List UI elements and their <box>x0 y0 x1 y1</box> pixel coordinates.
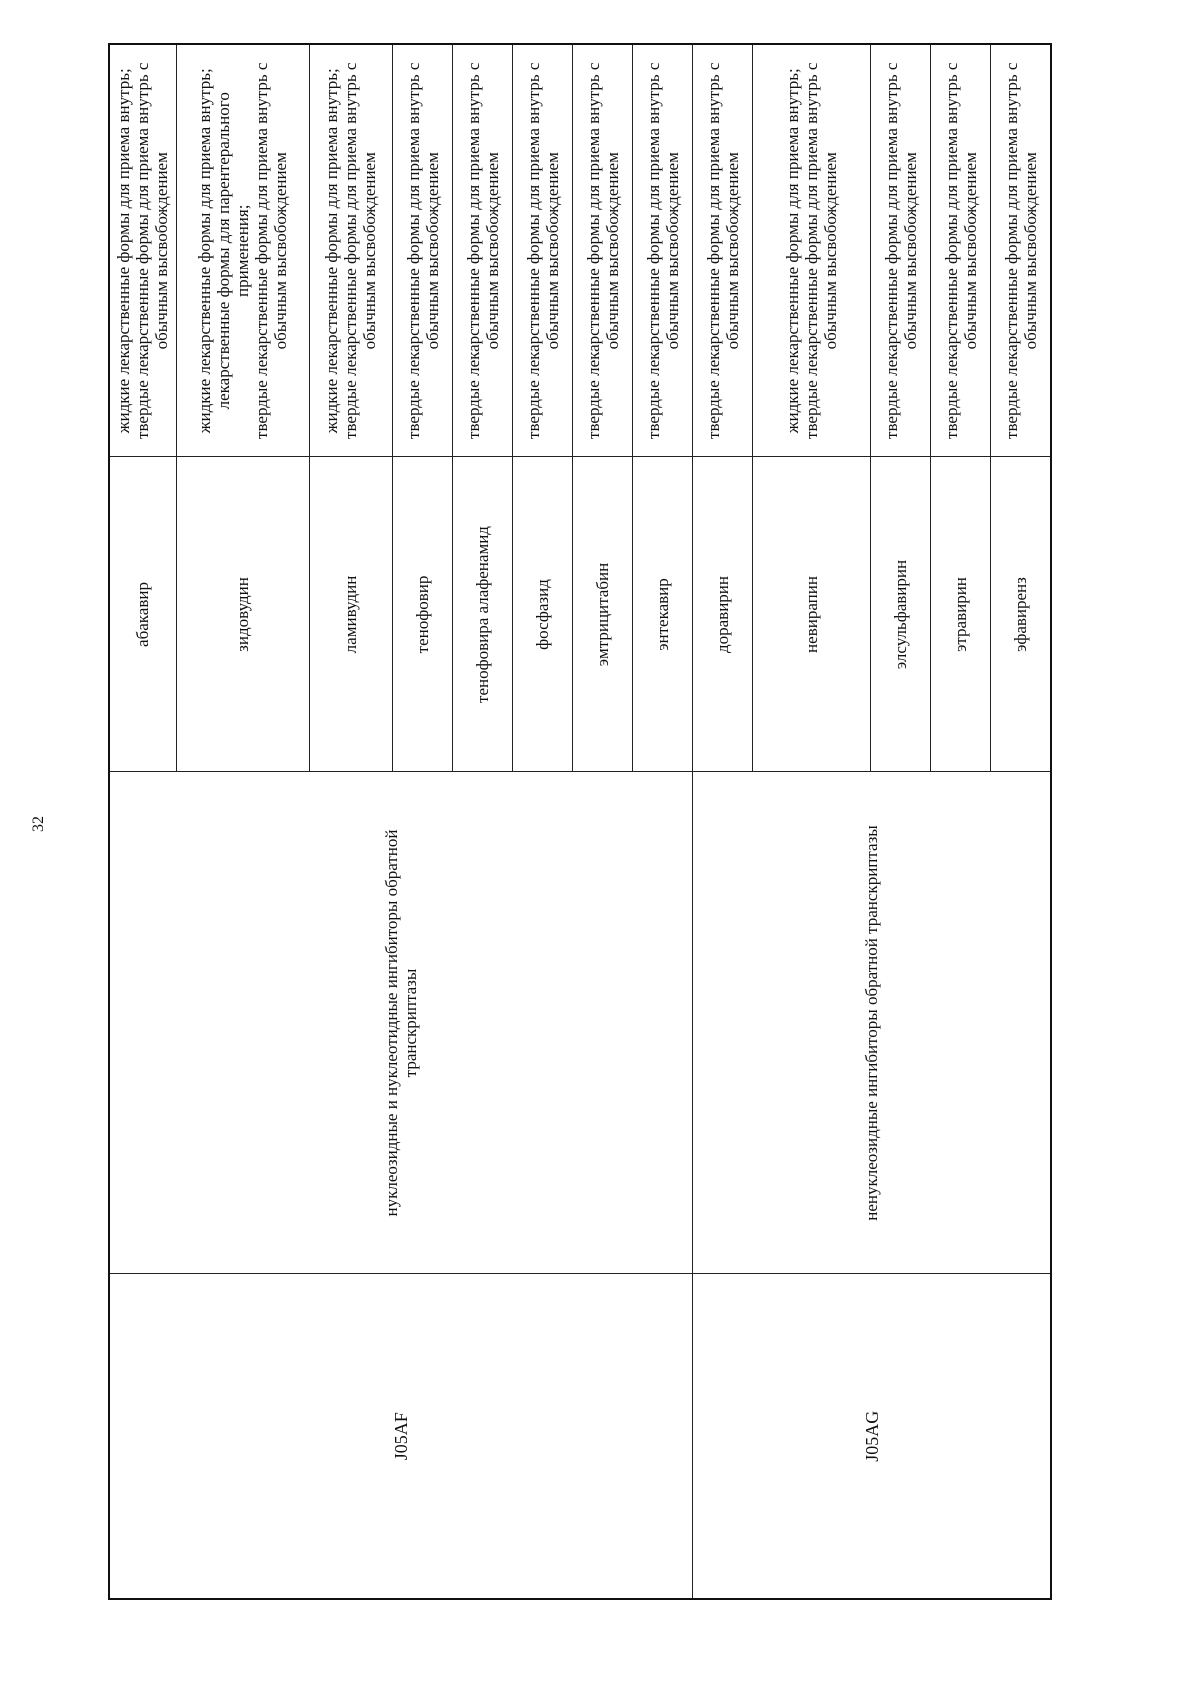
dosage-form: твердые лекарственные формы для приема внутрь с обычным высвобождением <box>463 62 502 439</box>
drug-name: тенофовир <box>393 457 453 772</box>
atc-code: J05AG <box>693 1274 1051 1599</box>
page-number: 32 <box>30 816 47 832</box>
dosage-form: твердые лекарственные формы для приема внутрь с обычным высвобождением <box>1001 62 1040 439</box>
drug-name: эмтрицитабин <box>573 457 633 772</box>
drug-name: ламивудин <box>309 457 393 772</box>
dosage-form: твердые лекарственные формы для приема внутрь с обычным высвобождением <box>881 62 920 439</box>
drug-name: тенофовира алафенамид <box>453 457 513 772</box>
drug-name: фосфазид <box>513 457 573 772</box>
dosage-form: жидкие лекарственные формы для приема внутрь; <box>783 68 803 434</box>
drug-name: этравирин <box>931 457 991 772</box>
dosage-forms <box>309 44 393 457</box>
table-row <box>693 44 753 1599</box>
rotated-table-wrapper <box>108 45 1052 1600</box>
dosage-forms <box>176 44 309 457</box>
drug-table <box>108 43 1052 1600</box>
drug-name: абакавир <box>109 457 176 772</box>
dosage-forms <box>693 44 753 457</box>
drug-name: зидовудин <box>176 457 309 772</box>
dosage-form: жидкие лекарственные формы для приема внутрь; <box>322 68 342 434</box>
dosage-form: твердые лекарственные формы для приема внутрь с обычным высвобождением <box>133 62 172 439</box>
dosage-forms <box>393 44 453 457</box>
dosage-forms <box>109 44 176 457</box>
dosage-form: твердые лекарственные формы для приема внутрь с обычным высвобождением <box>583 62 622 439</box>
dosage-form: твердые лекарственные формы для приема внутрь с обычным высвобождением <box>341 62 380 439</box>
dosage-forms <box>991 44 1051 457</box>
dosage-form: лекарственные формы для парентерального применения; <box>214 92 253 410</box>
dosage-form: жидкие лекарственные формы для приема внутрь; <box>114 68 134 434</box>
drug-name: невирапин <box>753 457 871 772</box>
dosage-forms <box>453 44 513 457</box>
dosage-forms <box>633 44 693 457</box>
dosage-form: твердые лекарственные формы для приема внутрь с обычным высвобождением <box>523 62 562 439</box>
drug-name: элсульфавирин <box>871 457 931 772</box>
dosage-forms <box>753 44 871 457</box>
pharmacological-group: ненуклеозидные ингибиторы обратной транскриптазы <box>693 772 1051 1274</box>
drug-name: эфавиренз <box>991 457 1051 772</box>
dosage-form: твердые лекарственные формы для приема внутрь с обычным высвобождением <box>703 62 742 439</box>
dosage-forms <box>931 44 991 457</box>
dosage-forms <box>871 44 931 457</box>
dosage-forms <box>573 44 633 457</box>
dosage-form: жидкие лекарственные формы для приема внутрь; <box>195 68 214 434</box>
dosage-form: твердые лекарственные формы для приема внутрь с обычным высвобождением <box>252 62 291 439</box>
table-row <box>109 44 176 1599</box>
drug-name: доравирин <box>693 457 753 772</box>
dosage-form: твердые лекарственные формы для приема внутрь с обычным высвобождением <box>403 62 442 439</box>
dosage-form: твердые лекарственные формы для приема внутрь с обычным высвобождением <box>643 62 682 439</box>
pharmacological-group: нуклеозидные и нуклеотидные ингибиторы обратной транскриптазы <box>109 772 693 1274</box>
dosage-form: твердые лекарственные формы для приема внутрь с обычным высвобождением <box>802 62 841 439</box>
drug-name: энтекавир <box>633 457 693 772</box>
dosage-forms <box>513 44 573 457</box>
atc-code: J05AF <box>109 1274 693 1599</box>
dosage-form: твердые лекарственные формы для приема внутрь с обычным высвобождением <box>941 62 980 439</box>
